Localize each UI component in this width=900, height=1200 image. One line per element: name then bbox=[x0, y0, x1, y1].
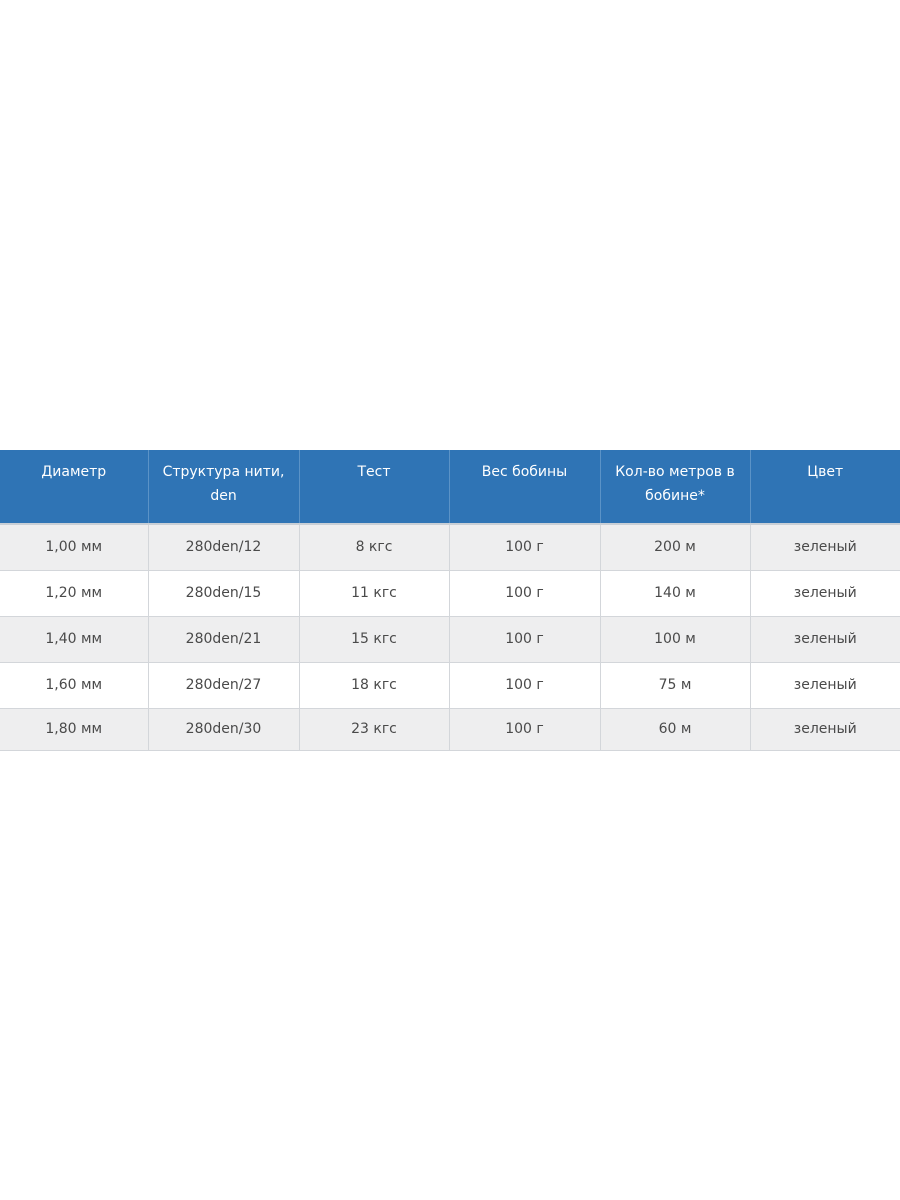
table-row bbox=[0, 662, 900, 708]
cell-meters-per-spool: 75 м bbox=[600, 662, 750, 708]
cell-color: зеленый bbox=[750, 662, 900, 708]
cell-test: 11 кгс bbox=[299, 570, 449, 616]
cell-spool-weight: 100 г bbox=[449, 524, 600, 570]
header-test: Тест bbox=[299, 450, 449, 524]
cell-meters-per-spool: 100 м bbox=[600, 616, 750, 662]
cell-color: зеленый bbox=[750, 524, 900, 570]
cell-spool-weight: 100 г bbox=[449, 662, 600, 708]
cell-meters-per-spool: 60 м bbox=[600, 708, 750, 750]
header-row bbox=[0, 450, 900, 524]
header-diameter: Диаметр bbox=[0, 450, 148, 524]
cell-diameter: 1,60 мм bbox=[0, 662, 148, 708]
table-body bbox=[0, 524, 900, 750]
table-row bbox=[0, 616, 900, 662]
cell-thread-structure: 280den/21 bbox=[148, 616, 299, 662]
cell-test: 15 кгс bbox=[299, 616, 449, 662]
table-header bbox=[0, 450, 900, 524]
cell-color: зеленый bbox=[750, 570, 900, 616]
cell-test: 18 кгс bbox=[299, 662, 449, 708]
spec-table bbox=[0, 450, 900, 751]
cell-thread-structure: 280den/15 bbox=[148, 570, 299, 616]
cell-meters-per-spool: 200 м bbox=[600, 524, 750, 570]
cell-thread-structure: 280den/12 bbox=[148, 524, 299, 570]
cell-diameter: 1,80 мм bbox=[0, 708, 148, 750]
table-row bbox=[0, 570, 900, 616]
cell-spool-weight: 100 г bbox=[449, 708, 600, 750]
cell-diameter: 1,20 мм bbox=[0, 570, 148, 616]
header-meters-per-spool: Кол-во метров в бобине* bbox=[600, 450, 750, 524]
header-thread-structure: Структура нити, den bbox=[148, 450, 299, 524]
table-row bbox=[0, 524, 900, 570]
header-color: Цвет bbox=[750, 450, 900, 524]
cell-color: зеленый bbox=[750, 708, 900, 750]
header-spool-weight: Вес бобины bbox=[449, 450, 600, 524]
cell-spool-weight: 100 г bbox=[449, 570, 600, 616]
cell-spool-weight: 100 г bbox=[449, 616, 600, 662]
cell-meters-per-spool: 140 м bbox=[600, 570, 750, 616]
cell-thread-structure: 280den/27 bbox=[148, 662, 299, 708]
cell-color: зеленый bbox=[750, 616, 900, 662]
cell-thread-structure: 280den/30 bbox=[148, 708, 299, 750]
cell-diameter: 1,40 мм bbox=[0, 616, 148, 662]
cell-test: 23 кгс bbox=[299, 708, 449, 750]
cell-test: 8 кгс bbox=[299, 524, 449, 570]
cell-diameter: 1,00 мм bbox=[0, 524, 148, 570]
table-row bbox=[0, 708, 900, 750]
